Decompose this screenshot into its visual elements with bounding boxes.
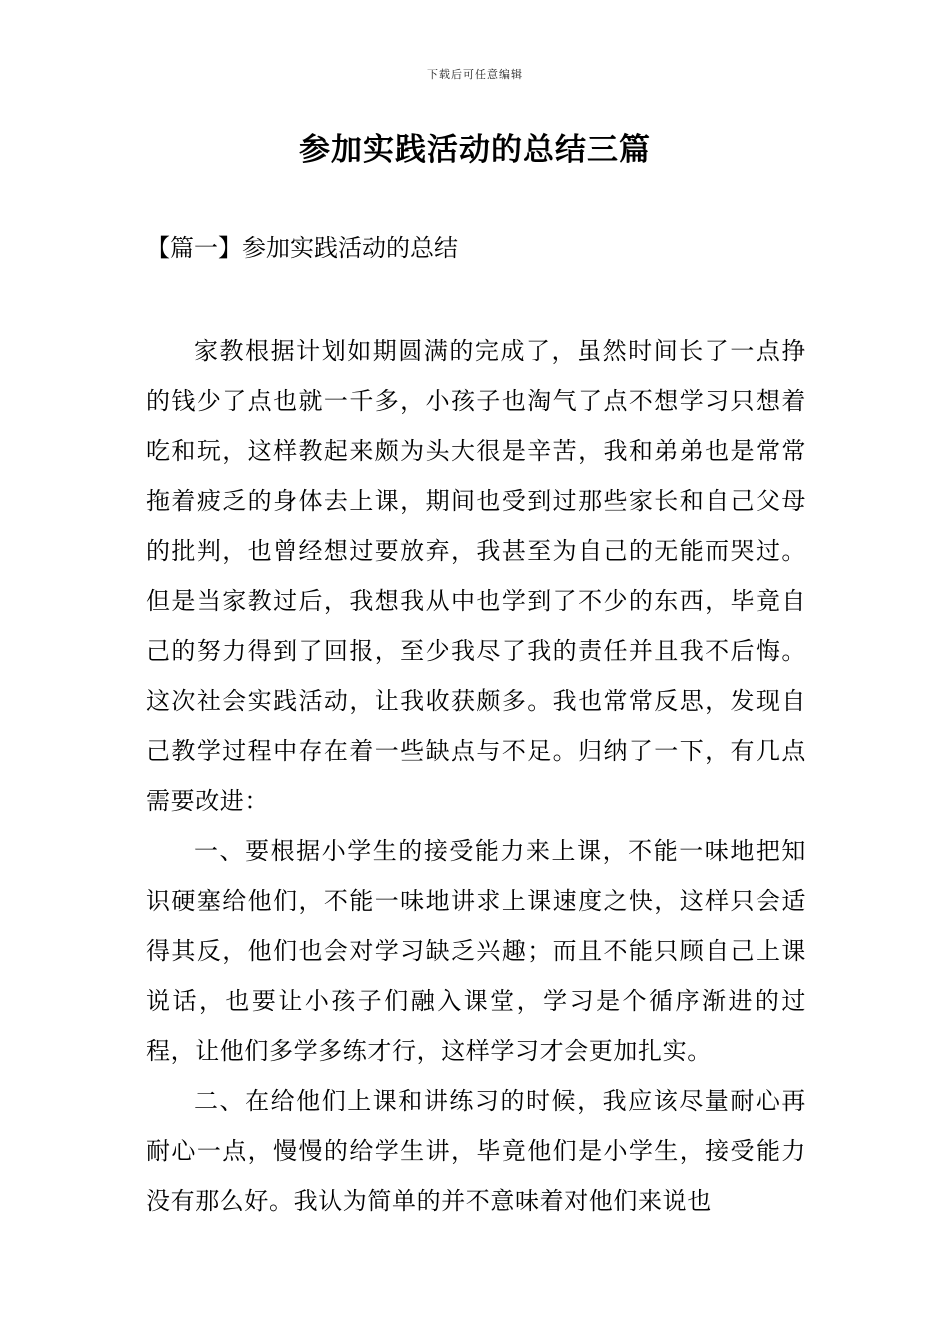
paragraph-intro: 家教根据计划如期圆满的完成了，虽然时间长了一点挣的钱少了点也就一千多，小孩子也淘气了点不想学习只想着吃和玩，这样教起来颇为头大很是辛苦，我和弟弟也是常常拖着疲乏的身体去上课，期间也受到过那些家长和自己父母的批判，也曾经想过要放弃，我甚至为自己的无能而哭过。但是当家教过后，我想我从中也学到了不少的东西，毕竟自己的努力得到了回报，至少我尽了我的责任并且我不后悔。这次社会实践活动，让我收获颇多。我也常常反思，发现自己教学过程中存在着一些缺点与不足。归纳了一下，有几点需要改进：: [146, 337, 806, 815]
paragraph-point-one: 一、要根据小学生的接受能力来上课，不能一味地把知识硬塞给他们，不能一味地讲求上课速度之快，这样只会适得其反，他们也会对学习缺乏兴趣；而且不能只顾自己上课说话，也要让小孩子们融入课堂，学习是个循序渐进的过程，让他们多学多练才行，这样学习才会更加扎实。: [146, 837, 806, 1065]
section-heading: 【篇一】参加实践活动的总结: [146, 234, 458, 262]
document-body: [146, 326, 806, 1226]
header-note: 下载后可任意编辑: [427, 68, 523, 81]
document-title: 参加实践活动的总结三篇: [299, 132, 651, 168]
paragraph-point-two: 二、在给他们上课和讲练习的时候，我应该尽量耐心再耐心一点，慢慢的给学生讲，毕竟他们是小学生，接受能力没有那么好。我认为简单的并不意味着对他们来说也: [146, 1087, 806, 1215]
